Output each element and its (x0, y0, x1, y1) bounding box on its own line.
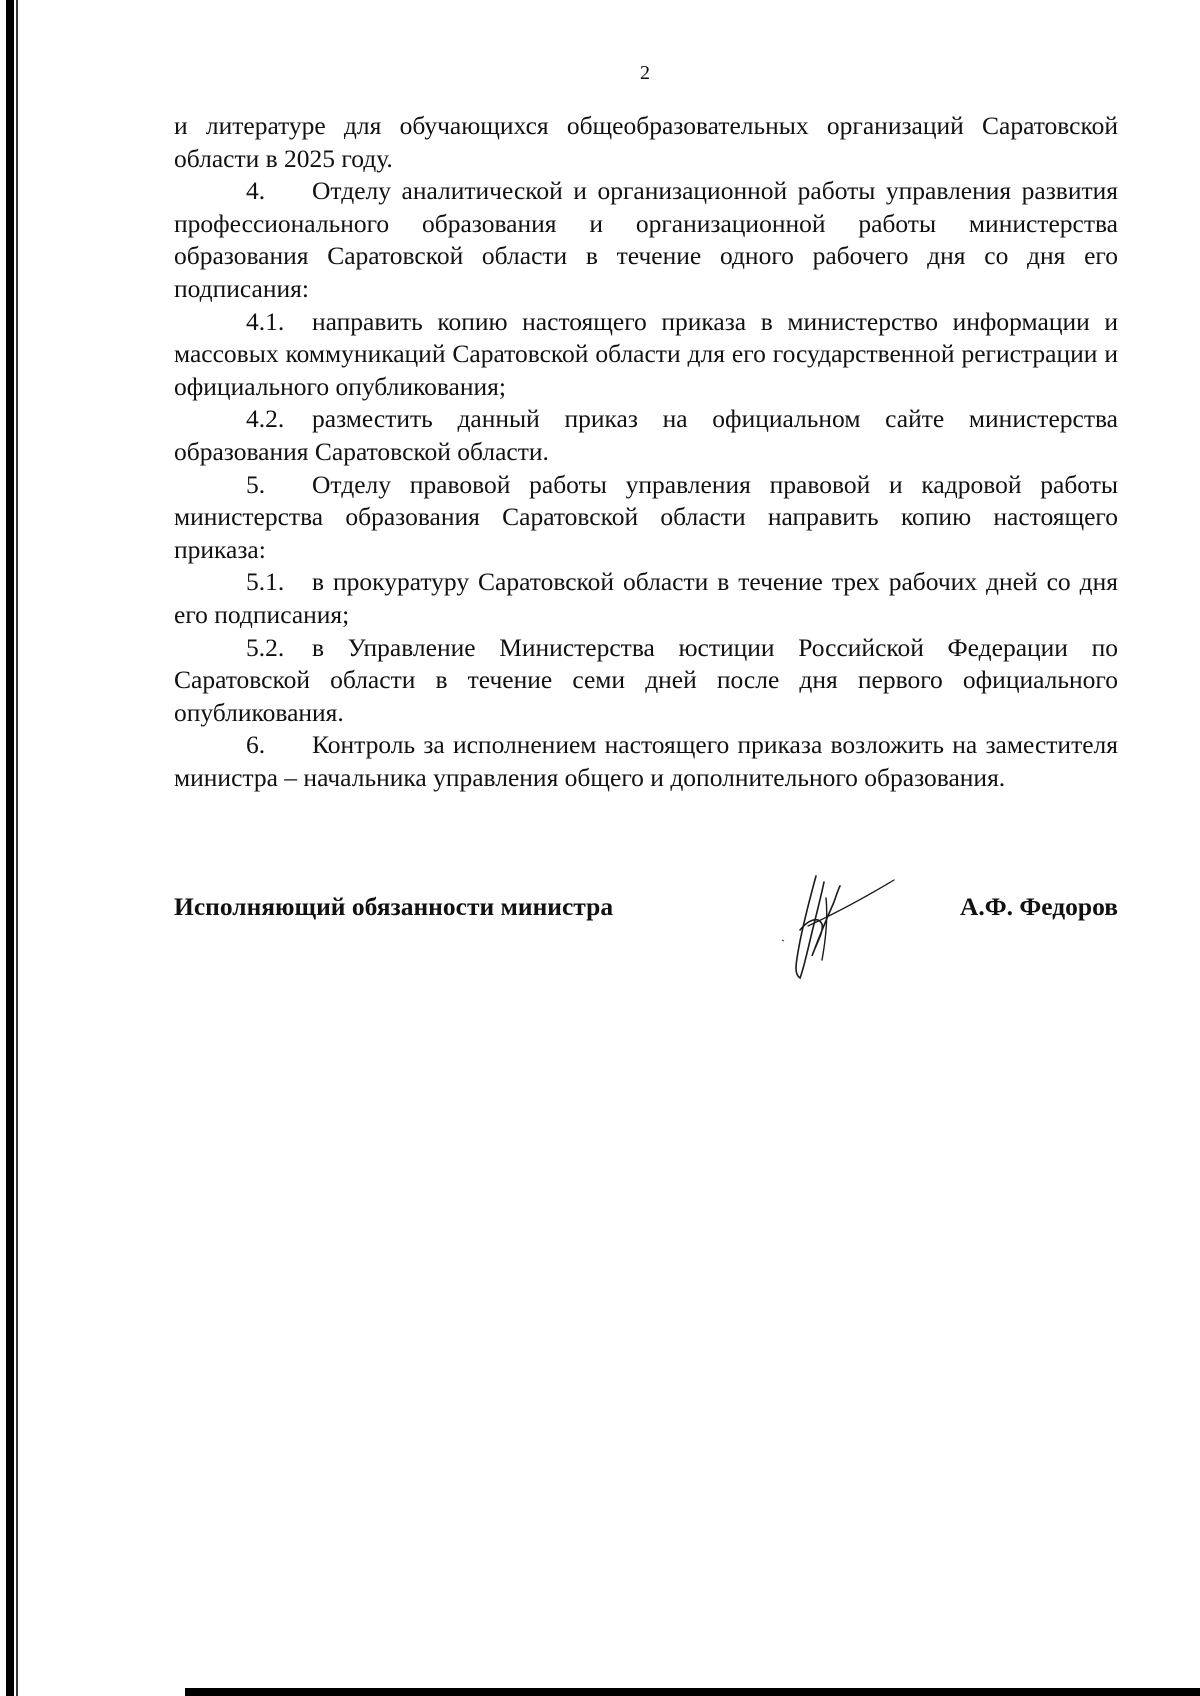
paragraph-item-6 (174, 729, 1118, 794)
paragraph-item-5-1 (174, 566, 1118, 631)
paragraph-number: 4. (246, 176, 266, 206)
signatory-name: А.Ф. Федоров (959, 892, 1118, 921)
scan-edge-left (6, 0, 14, 1696)
paragraph-text: в прокуратуру Саратовской области в течение трех рабочих дней со дня его подписания; (174, 567, 1118, 629)
paragraph-text: Контроль за исполнением настоящего приказа возложить на заместителя министра – начальника управления общего и дополнительного образования. (174, 730, 1118, 792)
document-body (174, 110, 1118, 794)
paragraph-item-5-2 (174, 632, 1118, 730)
signatory-role: Исполняющий обязанности министра (174, 892, 614, 921)
paragraph-text: и литературе для обучающихся общеобразовательных организаций Саратовской области в 2025 году. (174, 111, 1118, 173)
handwritten-signature (764, 868, 904, 992)
paragraph-number: 6. (246, 730, 266, 760)
paragraph-text: направить копию настоящего приказа в министерство информации и массовых коммуникаций Саратовской области для его государственной регистрации и официального опубликования; (174, 306, 1118, 401)
scan-edge-left-thin (16, 0, 18, 1696)
paragraph-text: в Управление Министерства юстиции Российской Федерации по Саратовской области в течение семи дней после дня первого официального опубликования. (174, 632, 1118, 727)
paragraph-continuation (174, 110, 1118, 175)
paragraph-number: 5.1. (246, 567, 285, 597)
scan-edge-bottom (185, 1688, 1200, 1696)
paragraph-item-4 (174, 175, 1118, 305)
paragraph-item-5 (174, 469, 1118, 567)
paragraph-text: Отделу правовой работы управления правовой и кадровой работы министерства образования Саратовской области направить копию настоящего приказа: (174, 469, 1118, 564)
paragraph-number: 5.2. (246, 632, 285, 662)
paragraph-item-4-2 (174, 403, 1118, 468)
paragraph-text: Отделу аналитической и организационной работы управления развития профессионального образования и организационной работы министерства образования Саратовской области в течение одного рабочего дня со дня его подписания: (174, 176, 1118, 303)
paragraph-number: 4.1. (246, 306, 285, 336)
paragraph-item-4-1 (174, 306, 1118, 404)
signature-block (174, 892, 1118, 1012)
paragraph-number: 4.2. (246, 404, 285, 434)
paragraph-number: 5. (246, 469, 266, 499)
paragraph-text: разместить данный приказ на официальном сайте министерства образования Саратовской области. (174, 404, 1118, 466)
page-number: 2 (640, 62, 650, 84)
